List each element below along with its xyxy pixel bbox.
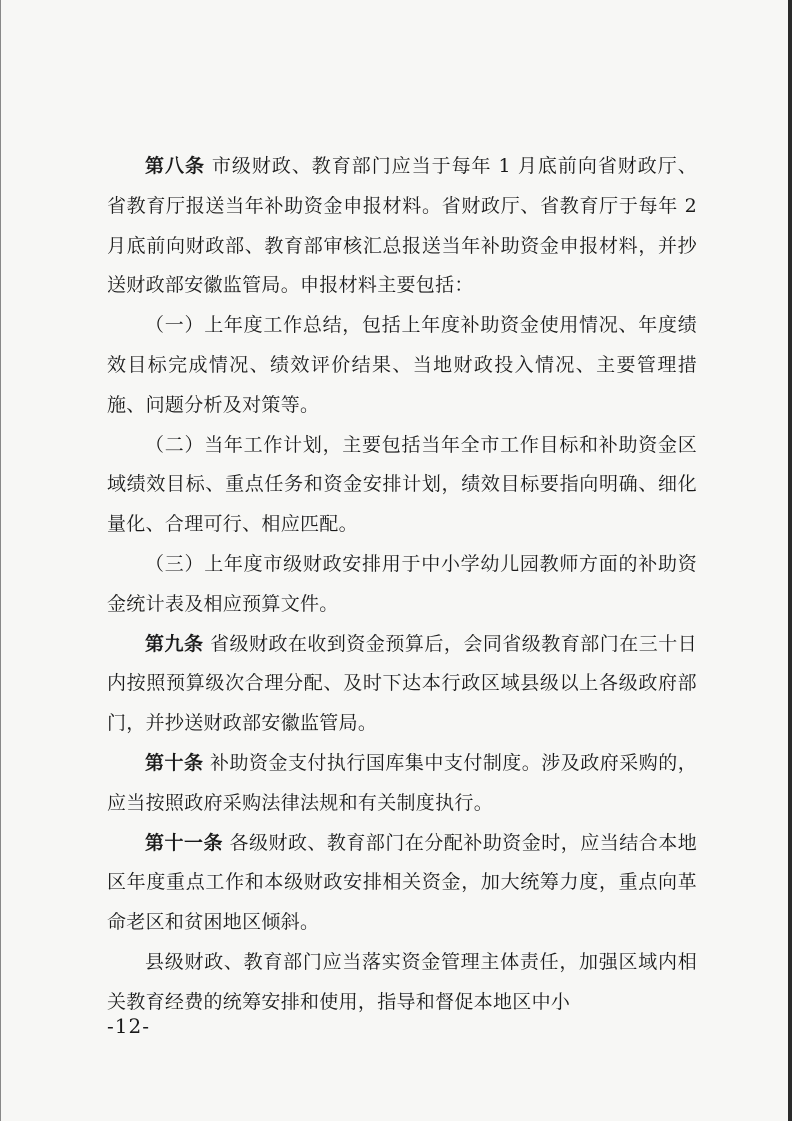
- paragraph-text: 县级财政、教育部门应当落实资金管理主体责任，加强区域内相关教育经费的统筹安排和使用，指导和督促本地区中小: [107, 950, 697, 1013]
- paragraph-item-2: [107, 426, 697, 545]
- document-body: [107, 147, 697, 1023]
- paragraph-item-1: [107, 306, 697, 425]
- paragraph-text: （二）当年工作计划，主要包括当年全市工作目标和补助资金区域绩效目标、重点任务和资金安排计划，绩效目标要指向明确、细化量化、合理可行、相应匹配。: [107, 433, 697, 536]
- article-heading: 第八条: [145, 155, 205, 177]
- paragraph-item-3: [107, 545, 697, 625]
- paragraph-article-11: [107, 824, 697, 943]
- paragraph-text: （一）上年度工作总结，包括上年度补助资金使用情况、年度绩效目标完成情况、绩效评价结果、当地财政投入情况、主要管理措施、问题分析及对策等。: [107, 314, 697, 416]
- paragraph-article-8: [107, 147, 697, 306]
- paragraph-text: （三）上年度市级财政安排用于中小学幼儿园教师方面的补助资金统计表及相应预算文件。: [107, 552, 697, 615]
- article-heading: 第十一条: [145, 831, 223, 854]
- paragraph-text: 省级财政在收到资金预算后，会同省级教育部门在三十日内按照预算级次合理分配、及时下达本行政区域县级以上各级政府部门，并抄送财政部安徽监管局。: [107, 632, 697, 735]
- paragraph-article-10: [107, 744, 697, 824]
- paragraph-county-duties: [107, 943, 697, 1023]
- paragraph-article-9: [107, 625, 697, 744]
- article-heading: 第九条: [145, 632, 204, 655]
- paragraph-text: 各级财政、教育部门在分配补助资金时，应当结合本地区年度重点工作和本级财政安排相关资金，加大统筹力度，重点向革命老区和贫困地区倾斜。: [107, 831, 697, 934]
- paragraph-text: 市级财政、教育部门应当于每年 1 月底前向省财政厅、省教育厅报送当年补助资金申报材料。省财政厅、省教育厅于每年 2 月底前向财政部、教育部审核汇总报送当年补助资金申报材料，并抄送财政部安徽监管局。申报材料主要包括：: [107, 155, 697, 297]
- article-heading: 第十条: [145, 751, 204, 774]
- page-number: -12-: [107, 1014, 150, 1038]
- paragraph-text: 补助资金支付执行国库集中支付制度。涉及政府采购的，应当按照政府采购法律法规和有关制度执行。: [107, 751, 697, 814]
